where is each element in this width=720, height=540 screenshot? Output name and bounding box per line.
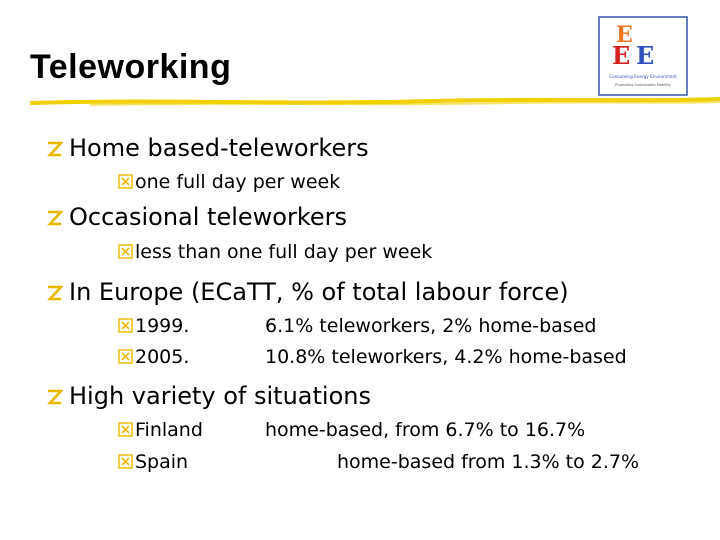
z-bullet-icon [46, 388, 63, 406]
sub-bullet-label: 1999. [135, 315, 190, 337]
sub-bullet-spain [118, 450, 640, 474]
sub-bullet-detail: home-based, from 6.7% to 16.7% [265, 419, 586, 441]
bullet-text: Home based-teleworkers [69, 134, 369, 162]
sub-bullet-label: Finland [135, 419, 203, 441]
sub-bullet-1999 [118, 314, 597, 338]
x-bullet-icon [118, 454, 133, 469]
sub-bullet-label: 2005. [135, 346, 190, 368]
x-bullet-icon [118, 422, 133, 437]
x-bullet-icon [118, 349, 133, 364]
bullet-text: High variety of situations [69, 382, 371, 410]
bullet-home-based [46, 133, 369, 163]
ece-logo-icon [598, 16, 688, 96]
logo-text: Consuming Energy Environment [609, 74, 677, 79]
sub-bullet-label: Spain [135, 451, 189, 473]
sub-bullet-less-than-one-day [118, 240, 432, 264]
sub-bullet-detail: home-based from 1.3% to 2.7% [337, 451, 640, 473]
x-bullet-icon [118, 244, 133, 259]
sub-bullet-2005 [118, 345, 627, 369]
bullet-text: Occasional teleworkers [69, 203, 348, 231]
x-bullet-icon [118, 318, 133, 333]
sub-bullet-text: less than one full day per week [135, 241, 433, 263]
bullet-text: In Europe (ECaTT, % of total labour force) [69, 278, 569, 306]
x-bullet-icon [118, 174, 133, 189]
bullet-occasional [46, 202, 347, 232]
z-bullet-icon [46, 209, 63, 227]
bullet-in-europe [46, 277, 569, 307]
bullet-high-variety [46, 381, 371, 411]
sub-bullet-one-full-day [118, 170, 340, 194]
svg-text:E: E [616, 22, 633, 48]
svg-text:E: E [612, 41, 631, 70]
svg-text:E: E [636, 41, 655, 70]
logo-subtext: Promoting Sustainable Mobility [615, 83, 671, 87]
sub-bullet-detail: 6.1% teleworkers, 2% home-based [265, 315, 597, 337]
sub-bullet-detail: 10.8% teleworkers, 4.2% home-based [265, 346, 627, 368]
z-bullet-icon [46, 140, 63, 158]
z-bullet-icon [46, 284, 63, 302]
slide-title: Teleworking [30, 48, 232, 86]
title-underline [30, 96, 720, 108]
sub-bullet-finland [118, 418, 586, 442]
sub-bullet-text: one full day per week [135, 171, 341, 193]
